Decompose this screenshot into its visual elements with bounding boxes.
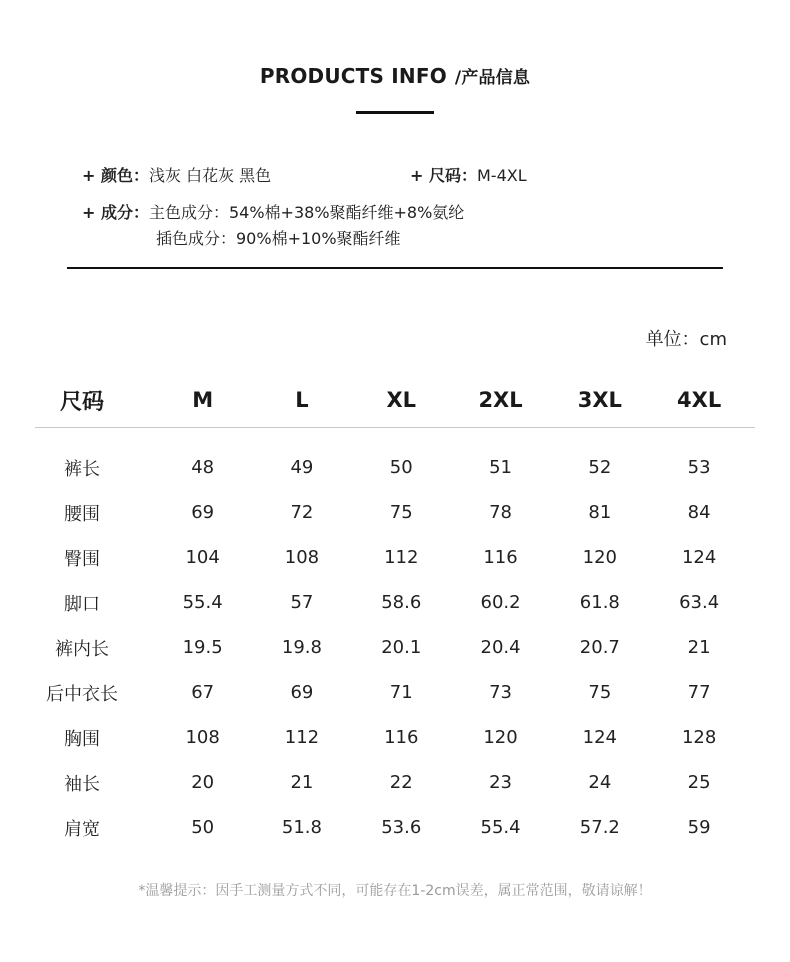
table-cell: 75: [389, 502, 413, 523]
table-cell: 75: [588, 682, 612, 703]
table-row: [35, 625, 755, 670]
table-cell: 20: [191, 772, 215, 793]
table-cell: 58.6: [381, 592, 422, 613]
table-cell: 108: [284, 547, 320, 568]
table-cell: 116: [483, 547, 518, 568]
size-value: M-4XL: [476, 166, 527, 185]
table-cell: 72: [290, 502, 314, 523]
size-table: [35, 380, 755, 850]
table-cell: 22: [389, 772, 413, 793]
table-cell: 112: [284, 727, 320, 748]
table-cell: 20.4: [480, 637, 521, 658]
table-cell: 60.2: [480, 592, 521, 613]
table-cell: 19.5: [182, 637, 223, 658]
table-cell: 25: [687, 772, 711, 793]
table-cell: 69: [290, 682, 314, 703]
header-cell-size: L: [295, 388, 309, 412]
row-label: 臀围: [64, 548, 100, 570]
table-cell: 57.2: [579, 817, 620, 838]
table-cell: 21: [290, 772, 314, 793]
table-cell: 116: [384, 727, 419, 748]
table-cell: 63.4: [679, 592, 720, 613]
table-cell: 69: [191, 502, 215, 523]
measurement-note: *温馨提示：因手工测量方式不同，可能存在1-2cm误差，属正常范围，敬请谅解！: [138, 883, 652, 899]
row-label: 胸围: [64, 728, 100, 750]
table-cell: 81: [588, 502, 612, 523]
page-title: [0, 63, 790, 88]
table-cell: 73: [489, 682, 512, 703]
table-row: [35, 805, 755, 850]
size-table-header: [35, 380, 755, 420]
table-row: [35, 760, 755, 805]
header-cell-size: 2XL: [478, 388, 523, 412]
table-cell: 51.8: [281, 817, 322, 838]
table-row: [35, 670, 755, 715]
table-cell: 55.4: [480, 817, 521, 838]
table-cell: 52: [588, 457, 612, 478]
header-cell-label: 尺码: [59, 389, 104, 415]
table-cell: 20.1: [381, 637, 422, 658]
composition-line-2: 插色成分：90%棉+10%聚酯纤维: [156, 229, 401, 248]
table-cell: 124: [582, 727, 618, 748]
table-cell: 53.6: [381, 817, 422, 838]
colors-value: 浅灰 白花灰 黑色: [148, 166, 272, 185]
table-row: [35, 535, 755, 580]
table-cell: 55.4: [182, 592, 223, 613]
table-cell: 23: [489, 772, 512, 793]
header-cell-size: XL: [386, 388, 417, 412]
row-label: 裤内长: [55, 638, 109, 660]
table-cell: 59: [687, 817, 711, 838]
table-cell: 24: [588, 772, 612, 793]
table-cell: 57: [290, 592, 314, 613]
table-cell: 104: [185, 547, 220, 568]
table-cell: 21: [687, 637, 711, 658]
table-cell: 120: [582, 547, 618, 568]
composition-label: + 成分：: [82, 203, 149, 222]
table-cell: 112: [384, 547, 419, 568]
table-cell: 78: [489, 502, 512, 523]
table-cell: 49: [290, 457, 314, 478]
table-cell: 128: [681, 727, 717, 748]
table-cell: 67: [191, 682, 215, 703]
title-subtitle: /产品信息: [454, 68, 531, 88]
table-cell: 50: [191, 817, 215, 838]
table-cell: 61.8: [579, 592, 620, 613]
header-cell-size: M: [192, 388, 214, 412]
table-cell: 71: [389, 682, 413, 703]
table-row: [35, 490, 755, 535]
composition-line-1: 主色成分：54%棉+38%聚酯纤维+8%氨纶: [148, 203, 465, 222]
size-table-body: [35, 445, 755, 850]
table-row: [35, 580, 755, 625]
table-cell: 48: [191, 457, 215, 478]
table-cell: 124: [681, 547, 717, 568]
section-divider: [67, 267, 723, 269]
header-cell-size: 4XL: [677, 388, 722, 412]
table-row: [35, 715, 755, 760]
unit-label: 单位：cm: [645, 329, 727, 350]
colors-label: + 颜色：: [82, 166, 149, 185]
info-composition: [82, 202, 464, 250]
size-label: + 尺码：: [410, 166, 477, 185]
table-cell: 108: [185, 727, 220, 748]
table-cell: 77: [687, 682, 711, 703]
table-cell: 50: [389, 457, 413, 478]
table-header-divider: [35, 427, 755, 428]
table-cell: 19.8: [281, 637, 322, 658]
row-label: 肩宽: [64, 818, 100, 840]
title-main: PRODUCTS INFO: [259, 64, 447, 88]
table-row: [35, 445, 755, 490]
title-underline: [356, 111, 434, 114]
header-cell-size: 3XL: [577, 388, 622, 412]
table-cell: 20.7: [579, 637, 620, 658]
info-colors: [82, 165, 271, 187]
table-cell: 84: [687, 502, 711, 523]
table-cell: 53: [687, 457, 711, 478]
row-label: 腰围: [64, 503, 100, 525]
row-label: 后中衣长: [46, 683, 118, 705]
row-label: 脚口: [64, 593, 100, 615]
row-label: 袖长: [64, 773, 100, 795]
table-cell: 120: [483, 727, 518, 748]
row-label: 裤长: [64, 458, 100, 480]
info-size: [410, 165, 527, 187]
table-cell: 51: [489, 457, 512, 478]
